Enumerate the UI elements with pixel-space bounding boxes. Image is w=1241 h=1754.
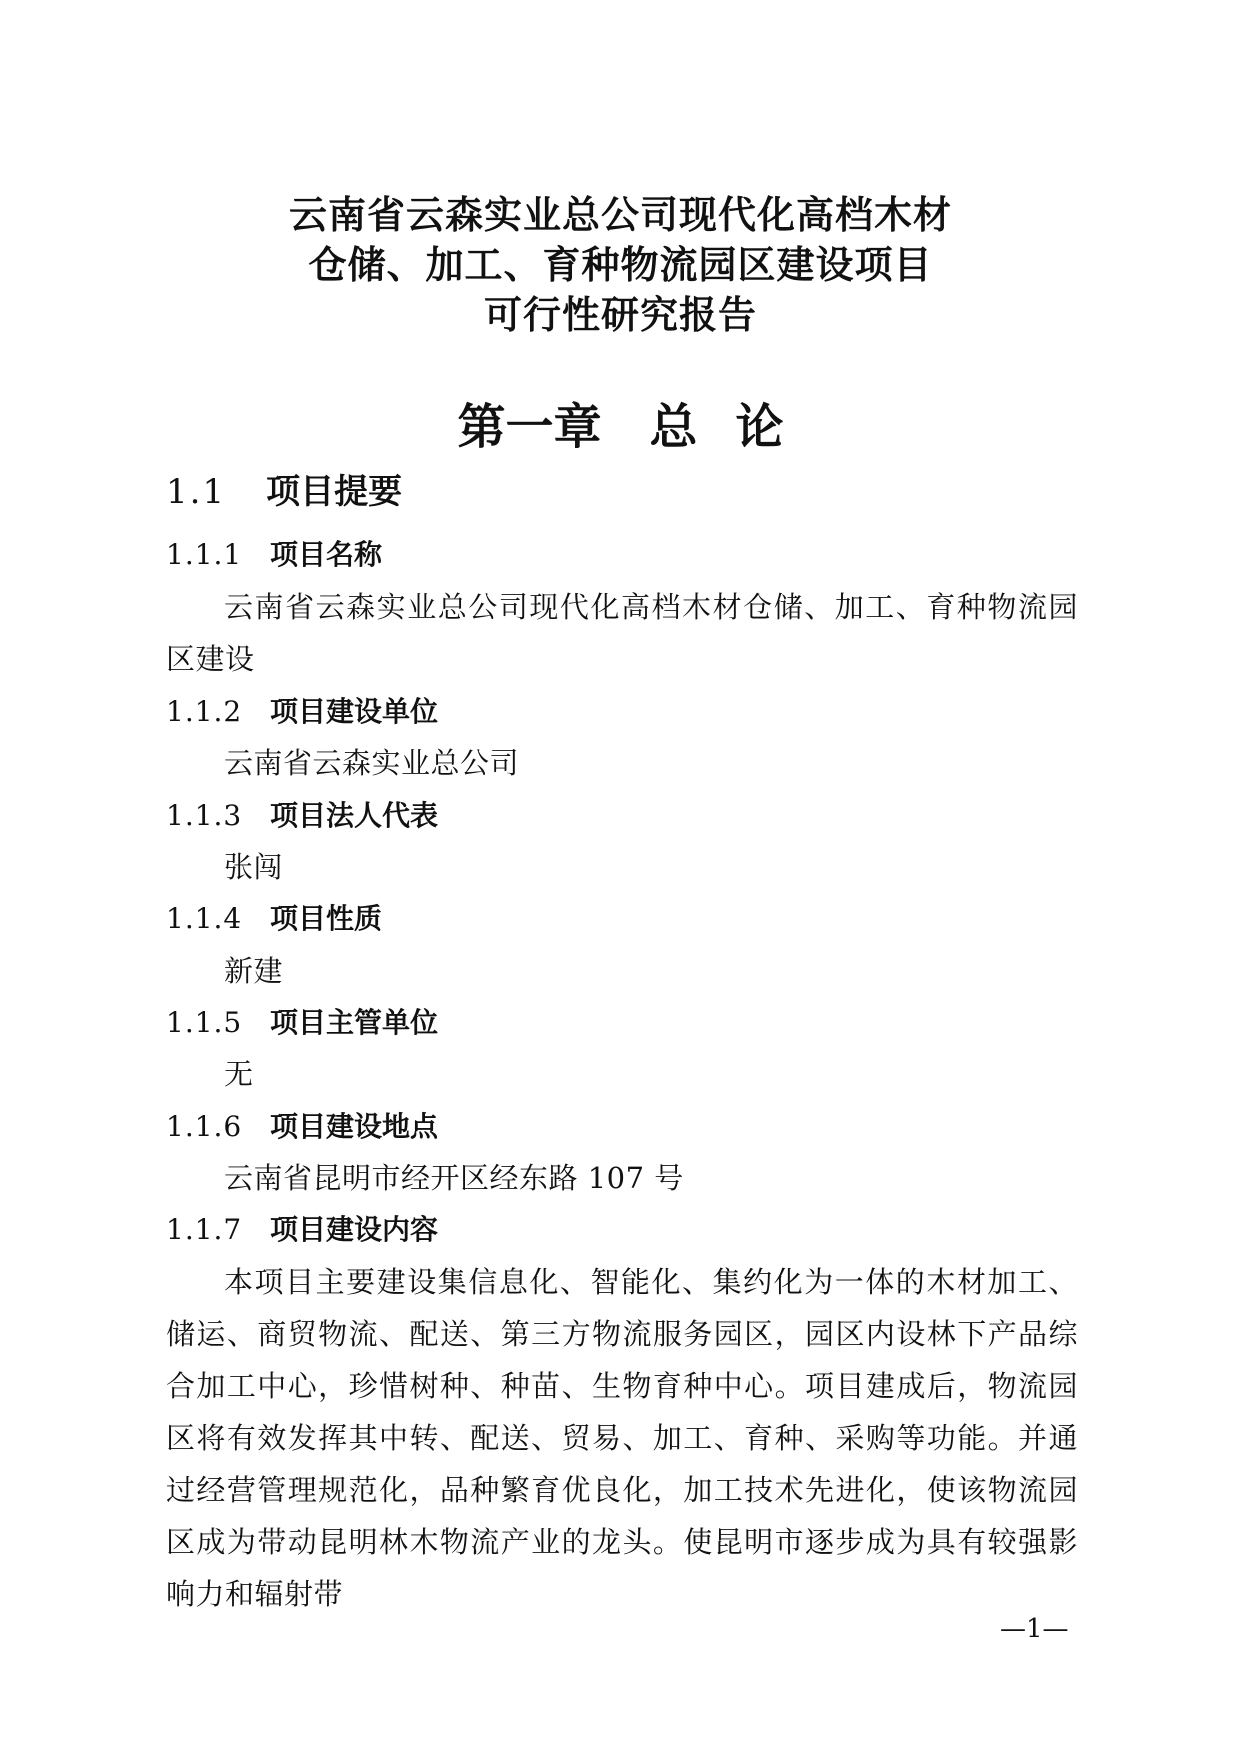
subsection-number: 1.1.2 xyxy=(166,695,243,728)
subsection-content-1: 云南省云森实业总公司现代化高档木材仓储、加工、育种物流园区建设 xyxy=(166,590,1078,676)
section-heading xyxy=(166,470,402,514)
subsection-title: 项目建设单位 xyxy=(270,695,439,728)
section-number: 1.1 xyxy=(166,472,227,512)
subsection-title: 项目主管单位 xyxy=(270,1006,439,1039)
subsection-heading-5 xyxy=(166,1003,438,1043)
chapter-title xyxy=(0,397,1241,457)
subsection-number: 1.1.1 xyxy=(166,538,243,571)
subsection-number: 1.1.5 xyxy=(166,1006,243,1039)
chapter-name-part-1: 总 xyxy=(649,399,698,455)
document-title-line-1: 云南省云森实业总公司现代化高档木材 xyxy=(288,192,952,237)
subsection-heading-2 xyxy=(166,692,438,732)
subsection-title: 项目建设地点 xyxy=(270,1110,439,1143)
subsection-number: 1.1.6 xyxy=(166,1110,243,1143)
document-title-line-2: 仓储、加工、育种物流园区建设项目 xyxy=(308,242,933,287)
chapter-name-part-2: 论 xyxy=(735,399,784,455)
subsection-heading-7 xyxy=(166,1210,438,1250)
subsection-number: 1.1.4 xyxy=(166,902,243,935)
section-title: 项目提要 xyxy=(266,472,403,512)
page-number: —1— xyxy=(1000,1614,1069,1644)
subsection-heading-3 xyxy=(166,796,438,836)
subsection-heading-4 xyxy=(166,899,382,939)
subsection-content-7: 本项目主要建设集信息化、智能化、集约化为一体的木材加工、储运、商贸物流、配送、第三方物流服务园区，园区内设林下产品综合加工中心，珍惜树种、种苗、生物育种中心。项目建成后，物流园区将有效发挥其中转、配送、贸易、加工、育种、采购等功能。并通过经营管理规范化，品种繁育优良化，加工技术先进化，使该物流园区成为带动昆明林木物流产业的龙头。使昆明市逐步成为具有较强影响力和辐射带 xyxy=(166,1265,1078,1611)
subsection-title: 项目性质 xyxy=(270,902,383,935)
subsection-content-2: 云南省云森实业总公司 xyxy=(224,746,520,780)
subsection-title: 项目名称 xyxy=(270,538,383,571)
subsection-content-3: 张闯 xyxy=(224,850,284,884)
subsection-title: 项目建设内容 xyxy=(270,1213,439,1246)
subsection-content-5: 无 xyxy=(224,1057,254,1091)
subsection-number: 1.1.3 xyxy=(166,799,243,832)
subsection-content-6: 云南省昆明市经开区经东路 107 号 xyxy=(224,1161,684,1195)
subsection-heading-1 xyxy=(166,535,382,575)
subsection-title: 项目法人代表 xyxy=(270,799,439,832)
subsection-number: 1.1.7 xyxy=(166,1213,243,1246)
subsection-content-4: 新建 xyxy=(224,954,284,988)
document-title-line-3: 可行性研究报告 xyxy=(483,292,757,337)
chapter-number: 第一章 xyxy=(457,399,602,455)
subsection-heading-6 xyxy=(166,1107,438,1147)
